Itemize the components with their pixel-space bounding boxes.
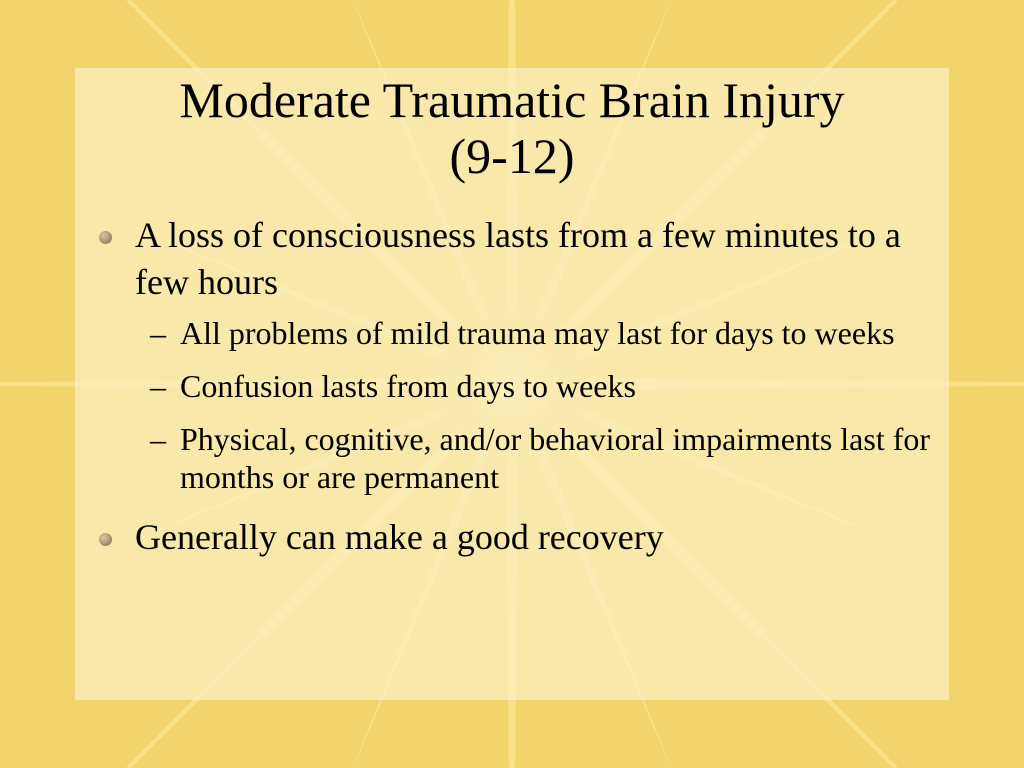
sub-bullet-list [95, 314, 935, 496]
slide-body [95, 212, 935, 561]
sub-bullet-item-3 [95, 420, 935, 496]
title-line-2: (9-12) [449, 128, 575, 184]
sub-bullet-text-1: All problems of mild trauma may last for days to weeks [180, 315, 895, 351]
title-line-1: Moderate Traumatic Brain Injury [179, 72, 845, 128]
sub-bullet-text-2: Confusion lasts from days to weeks [180, 368, 636, 404]
bullet-text-1: A loss of consciousness lasts from a few minutes to a few hours [135, 215, 901, 302]
dash-marker: – [150, 315, 166, 351]
dash-marker: – [150, 368, 166, 404]
bullet-text-2: Generally can make a good recovery [135, 517, 664, 557]
sub-bullet-text-3: Physical, cognitive, and/or behavioral impairments last for months or are permanent [180, 421, 931, 495]
bullet-item-1 [95, 212, 935, 306]
round-bullet-icon [99, 533, 112, 546]
dash-marker: – [150, 421, 166, 457]
round-bullet-icon [99, 231, 112, 244]
sub-bullet-item-1 [95, 314, 935, 352]
sub-bullet-item-2 [95, 367, 935, 405]
bullet-item-2 [95, 514, 935, 561]
slide-title [75, 72, 949, 184]
